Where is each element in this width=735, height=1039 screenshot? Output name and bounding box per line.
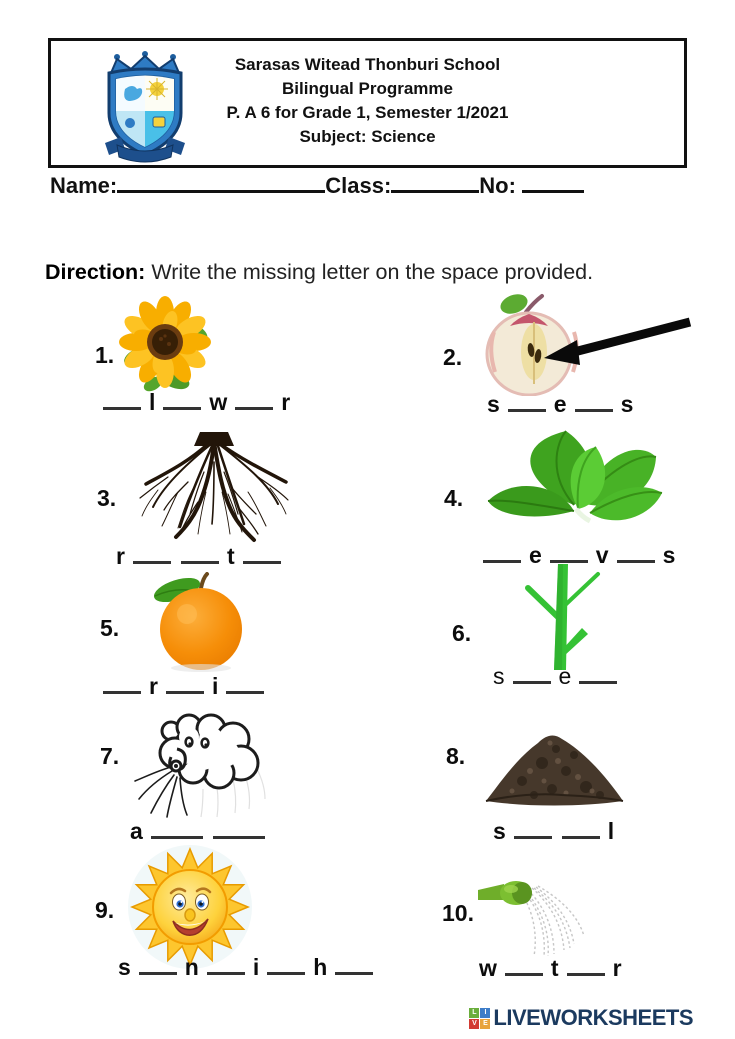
item-number: 3. <box>97 485 117 511</box>
given-letter: v <box>595 542 609 568</box>
item-number: 5. <box>100 615 120 641</box>
item-10 <box>432 850 702 985</box>
logo-square: E <box>480 1019 490 1029</box>
answer-blank[interactable] <box>226 672 264 694</box>
given-letter: i <box>252 954 260 980</box>
answer-blank[interactable] <box>335 953 373 975</box>
leaves-icon <box>478 425 683 543</box>
given-letter: r <box>281 389 291 415</box>
answer-blanks <box>98 672 269 700</box>
given-letter: e <box>558 663 572 689</box>
direction-label: Direction: <box>45 260 146 284</box>
given-letter: h <box>313 954 328 980</box>
answer-blank[interactable] <box>151 817 203 839</box>
answer-blank[interactable] <box>579 662 617 684</box>
answer-blanks <box>98 388 293 416</box>
given-letter: t <box>550 955 559 981</box>
answer-blanks <box>490 662 622 690</box>
answer-blank[interactable] <box>139 953 177 975</box>
answer-blank[interactable] <box>575 390 613 412</box>
answer-blanks <box>490 817 617 845</box>
given-letter: t <box>226 543 235 569</box>
item-number: 7. <box>100 743 120 769</box>
item-number: 8. <box>446 743 466 769</box>
given-letter: a <box>130 818 143 844</box>
given-letter: n <box>184 954 199 980</box>
answer-blank[interactable] <box>513 662 551 684</box>
given-letter: w <box>479 955 497 981</box>
given-letter: r <box>612 955 622 981</box>
item-3 <box>85 430 385 575</box>
answer-blanks <box>127 817 270 845</box>
answer-blank[interactable] <box>514 817 552 839</box>
answer-blank[interactable] <box>567 954 605 976</box>
answer-blanks <box>476 954 625 982</box>
item-4 <box>432 425 702 575</box>
direction-text: Write the missing letter on the space provided. <box>145 260 594 284</box>
item-9 <box>85 845 385 985</box>
roots-icon <box>128 432 298 547</box>
stem-icon <box>520 560 606 672</box>
subject-line: Subject: Science <box>299 127 436 146</box>
given-letter: s <box>487 391 500 417</box>
given-letter: e <box>529 542 542 568</box>
school-name: Sarasas Witead Thonburi School <box>234 55 501 74</box>
item-number: 9. <box>95 897 115 923</box>
item-5 <box>85 570 385 700</box>
item-number: 1. <box>95 342 115 368</box>
header-box <box>48 38 687 168</box>
answer-blank[interactable] <box>103 388 141 410</box>
given-letter: s <box>118 954 131 980</box>
given-letter: s <box>493 818 506 844</box>
given-letter: r <box>116 543 125 569</box>
name-label: Name: <box>50 173 118 198</box>
student-info-row <box>50 170 700 199</box>
given-letter: w <box>209 389 228 415</box>
name-field[interactable] <box>117 170 325 193</box>
answer-blank[interactable] <box>243 542 281 564</box>
given-letter: i <box>211 673 219 699</box>
item-number: 4. <box>444 485 464 511</box>
item-number: 2. <box>443 344 463 370</box>
item-6 <box>432 560 702 700</box>
answer-blank[interactable] <box>133 542 171 564</box>
logo-square: I <box>480 1008 490 1018</box>
logo-square: L <box>469 1008 479 1018</box>
programme-line: Bilingual Programme <box>282 79 453 98</box>
orange-fruit-icon <box>143 572 255 672</box>
answer-blanks <box>115 953 378 981</box>
answer-blank[interactable] <box>163 388 201 410</box>
answer-blank[interactable] <box>207 953 245 975</box>
answer-blank[interactable] <box>562 817 600 839</box>
given-letter: r <box>149 673 158 699</box>
wind-cloud-icon <box>133 709 283 829</box>
direction-line <box>45 260 705 285</box>
given-letter: l <box>149 389 156 415</box>
apple-seeds-arrow-icon <box>482 292 697 396</box>
answer-blank[interactable] <box>267 953 305 975</box>
class-label: Class: <box>325 173 392 198</box>
item-1 <box>85 290 385 430</box>
given-letter: e <box>553 391 567 417</box>
item-2 <box>432 292 702 432</box>
paper-line: P. A 6 for Grade 1, Semester 1/2021 <box>226 103 509 122</box>
answer-blank[interactable] <box>508 390 546 412</box>
soil-icon <box>482 711 627 809</box>
answer-blanks <box>484 390 636 418</box>
given-letter: s <box>662 542 676 568</box>
liveworksheets-footer <box>469 1005 693 1031</box>
answer-blank[interactable] <box>235 388 273 410</box>
item-8 <box>432 705 702 850</box>
no-field[interactable] <box>522 170 584 193</box>
class-field[interactable] <box>391 170 479 193</box>
logo-square: V <box>469 1019 479 1029</box>
item-number: 10. <box>442 900 474 926</box>
answer-blank[interactable] <box>166 672 204 694</box>
given-letter: l <box>607 818 615 844</box>
answer-blanks <box>113 542 286 570</box>
liveworksheets-brand: LIVEWORKSHEETS <box>493 1005 693 1030</box>
sunflower-icon <box>115 292 215 394</box>
answer-blank[interactable] <box>103 672 141 694</box>
answer-blank[interactable] <box>213 817 265 839</box>
item-7 <box>85 705 385 850</box>
watering-spray-icon <box>478 878 608 960</box>
given-letter: s <box>620 391 634 417</box>
answer-blank[interactable] <box>505 954 543 976</box>
answer-blank[interactable] <box>181 542 219 564</box>
item-number: 6. <box>452 620 472 646</box>
given-letter: s <box>493 663 505 689</box>
no-label: No: <box>479 173 516 198</box>
liveworksheets-logo-icon <box>469 1008 490 1029</box>
